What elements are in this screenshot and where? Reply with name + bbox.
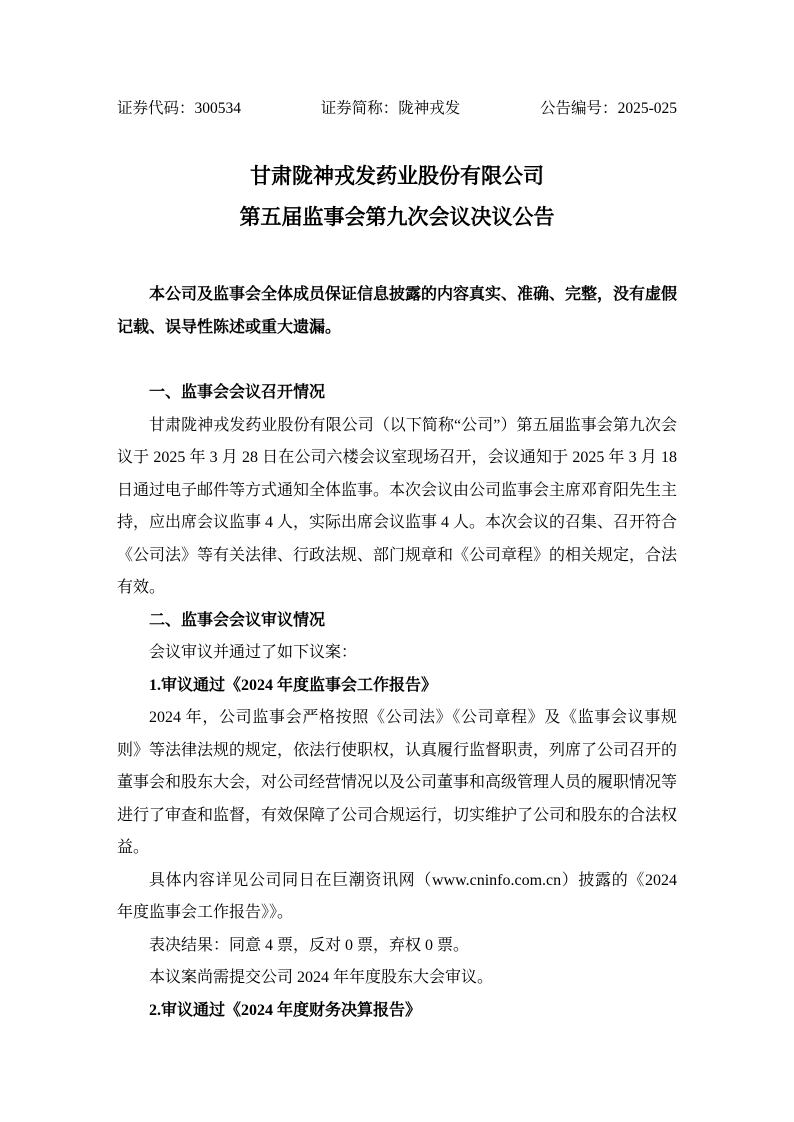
paragraph-item1-detail: 2024 年，公司监事会严格按照《公司法》《公司章程》及《监事会议事规则》等法律法规的规定，依法行使职权，认真履行监督职责，列席了公司召开的董事会和股东大会，对公司经营情况以及公司董事和高级管理人员的履职情况等进行了审查和监督，有效保障了公司合规运行，切实维护了公司和股东的合法权益。 [117, 709, 678, 856]
paragraph-resolutions-intro: 会议审议并通过了如下议案： [149, 644, 358, 661]
stock-code-value: 300534 [194, 100, 242, 117]
paragraph-meeting-convening: 甘肃陇神戎发药业股份有限公司（以下简称“公司”）第五届监事会第九次会议于 2025 年 3 月 28 日在公司六楼会议室现场召开，会议通知于 2025 年 3 月 18 日通过电子邮件等方式通知全体监事。本次会议由公司监事会主席邓育阳先生主持，应出席会议监事 4 人，实际出席会议监事 4 人。本次会议的召集、召开符合《公司法》等有关法律、行政法规、部门规章和《公司章程》的相关规定，合法有效。 [117, 416, 678, 596]
paragraph-item1-submission: 本议案尚需提交公司 2024 年年度股东大会审议。 [149, 969, 494, 986]
disclosure-statement: 本公司及监事会全体成员保证信息披露的内容真实、准确、完整，没有虚假记载、误导性陈述或重大遗漏。 [117, 286, 678, 336]
page-title [117, 156, 677, 238]
item-heading-1: 1.审议通过《2024 年度监事会工作报告》 [149, 676, 438, 694]
stock-code-label: 证券代码： [117, 100, 195, 117]
stock-name [321, 98, 461, 120]
stock-name-label: 证券简称： [320, 100, 399, 117]
paragraph-item1-vote-result: 表决结果：同意 4 票，反对 0 票，弃权 0 票。 [149, 936, 470, 954]
section-heading-2: 二、监事会会议审议情况 [149, 611, 326, 629]
stock-name-value: 陇神戎发 [398, 100, 461, 117]
item-heading-2: 2.审议通过《2024 年度财务决算报告》 [149, 1001, 422, 1019]
document-header [117, 0, 677, 120]
announcement-number-label: 公告编号： [540, 100, 618, 117]
document-body [117, 377, 677, 1027]
page-title-line-1: 甘肃陇神戎发药业股份有限公司 [250, 164, 544, 188]
paragraph-item1-reference: 具体内容详见公司同日在巨潮资讯网（www.cninfo.com.cn）披露的《2024 年度监事会工作报告》》。 [117, 871, 677, 921]
section-heading-1: 一、监事会会议召开情况 [149, 384, 326, 401]
page-title-line-2: 第五届监事会第九次会议决议公告 [239, 205, 555, 229]
announcement-number-value: 2025-025 [617, 100, 677, 117]
announcement-number [540, 98, 677, 120]
stock-code [117, 98, 241, 120]
